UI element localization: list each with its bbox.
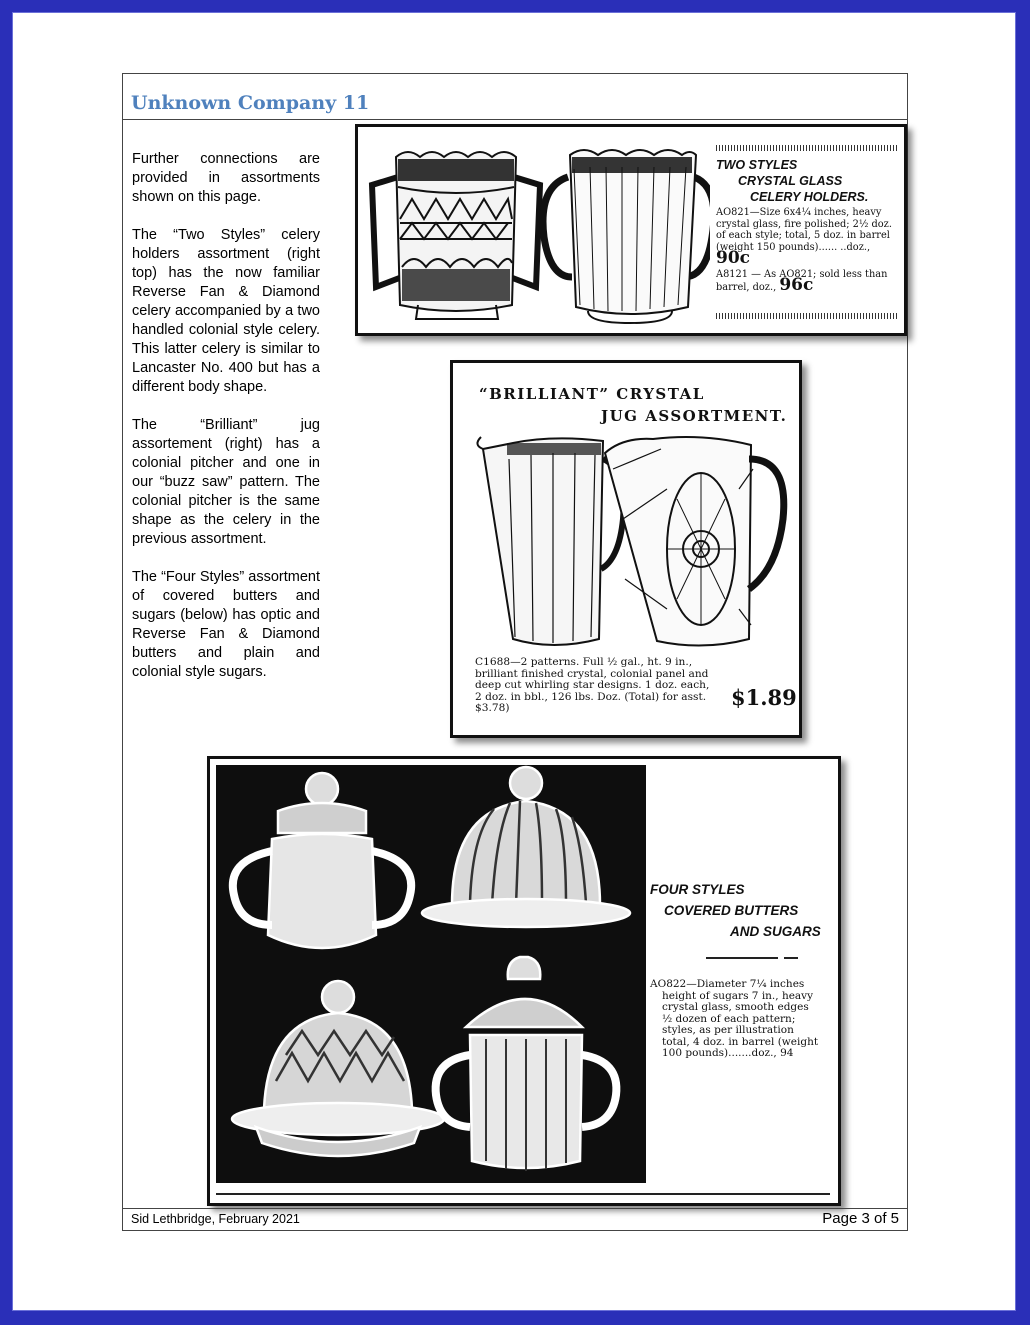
page-border — [12, 12, 1016, 1311]
paragraph-1: Further connections are provided in assortments shown on this page. — [132, 151, 320, 205]
footer-page-number: Page 3 of 5 — [822, 1210, 899, 1227]
butters-heading-line2: COVERED BUTTERS — [664, 903, 799, 918]
celery-ad-text — [716, 157, 898, 294]
ad-price-1: 90c — [716, 248, 751, 268]
footer-author-date: Sid Lethbridge, February 2021 — [131, 1212, 300, 1226]
celery-holders-ad — [355, 124, 907, 336]
butters-desc-line-6: total, 4 doz. in barrel (weight — [662, 1035, 819, 1048]
body-text — [132, 150, 320, 701]
ad-heading-line1: TWO STYLES — [716, 158, 798, 172]
ad-price-2: 96c — [779, 275, 814, 295]
butters-heading-line1: FOUR STYLES — [650, 882, 745, 897]
jug-heading-line2: JUG ASSORTMENT. — [601, 407, 788, 425]
page-title: Unknown Company 11 — [131, 92, 370, 114]
paragraph-2: The “Two Styles” celery holders assortment (right top) has the now familiar Reverse Fan & Diamond celery accompanied by a two handled colonial style celery. This latter celery is similar to Lancaster No. 400 but has a different body shape. — [132, 227, 320, 395]
jug-illustration — [453, 429, 793, 659]
ad-item-2 — [716, 269, 898, 294]
paragraph-4: The “Four Styles” assortment of covered butters and sugars (below) has optic and Reverse Fan & Diamond butters and plain and colonial style sugars. — [132, 569, 320, 680]
hatch-rule-top — [716, 145, 898, 151]
butters-desc-line-4: ½ dozen of each pattern; — [662, 1012, 796, 1025]
butters-desc-line-5: styles, as per illustration — [662, 1024, 794, 1036]
ad-item-1 — [716, 207, 898, 267]
jug-assortment-ad — [450, 360, 802, 738]
ad-heading-line2: CRYSTAL GLASS — [738, 174, 843, 188]
ad-item-2-text: A8121 — As AO821; sold less than barrel, doz., — [716, 268, 888, 293]
butters-heading — [650, 879, 840, 942]
ad-item-1-text: AO821—Size 6x4¼ inches, heavy crystal glass, fire polished; 2½ doz. of each style; total, 5 doz. in barrel (weight 150 pounds)...... ..doz., — [716, 207, 892, 253]
title-rule — [123, 119, 907, 120]
butters-heading-line3: AND SUGARS — [730, 924, 821, 939]
paragraph-3: The “Brilliant” jug assortement (right) has a colonial pitcher and one in our “buzz saw” pattern. The colonial pitcher is the same shape as the celery in the previous assortment. — [132, 417, 320, 547]
butters-description — [650, 979, 840, 1060]
short-rule-2 — [784, 957, 798, 959]
butters-sugars-illustration — [216, 765, 646, 1183]
ad-heading-line3: CELERY HOLDERS. — [750, 190, 869, 204]
hatch-rule-bottom — [716, 313, 898, 319]
short-rule-1 — [706, 957, 778, 959]
butters-desc-line-3: crystal glass, smooth edges — [662, 1001, 809, 1013]
butters-sugars-photo-background — [216, 765, 646, 1183]
butters-desc-line-2: height of sugars 7 in., heavy — [662, 989, 814, 1002]
butters-sugars-ad — [207, 756, 841, 1206]
document-page — [122, 73, 908, 1231]
butters-desc-line-1: AO822—Diameter 7¼ inches — [650, 978, 805, 990]
jug-heading-line1: “BRILLIANT” CRYSTAL — [479, 385, 705, 403]
jug-price: $1.89 — [731, 685, 797, 710]
jug-description: C1688—2 patterns. Full ½ gal., ht. 9 in., brilliant finished crystal, colonial panel and deep cut whirling star designs. 1 doz. each, 2 doz. in bbl., 126 lbs. Doz. (Total) for asst. $3.78) — [475, 656, 710, 714]
ad-bottom-rule — [216, 1193, 830, 1195]
butters-desc-line-7: 100 pounds).......doz., 94 — [662, 1047, 794, 1059]
celery-holders-illustration — [358, 127, 710, 327]
footer-rule — [123, 1208, 907, 1209]
